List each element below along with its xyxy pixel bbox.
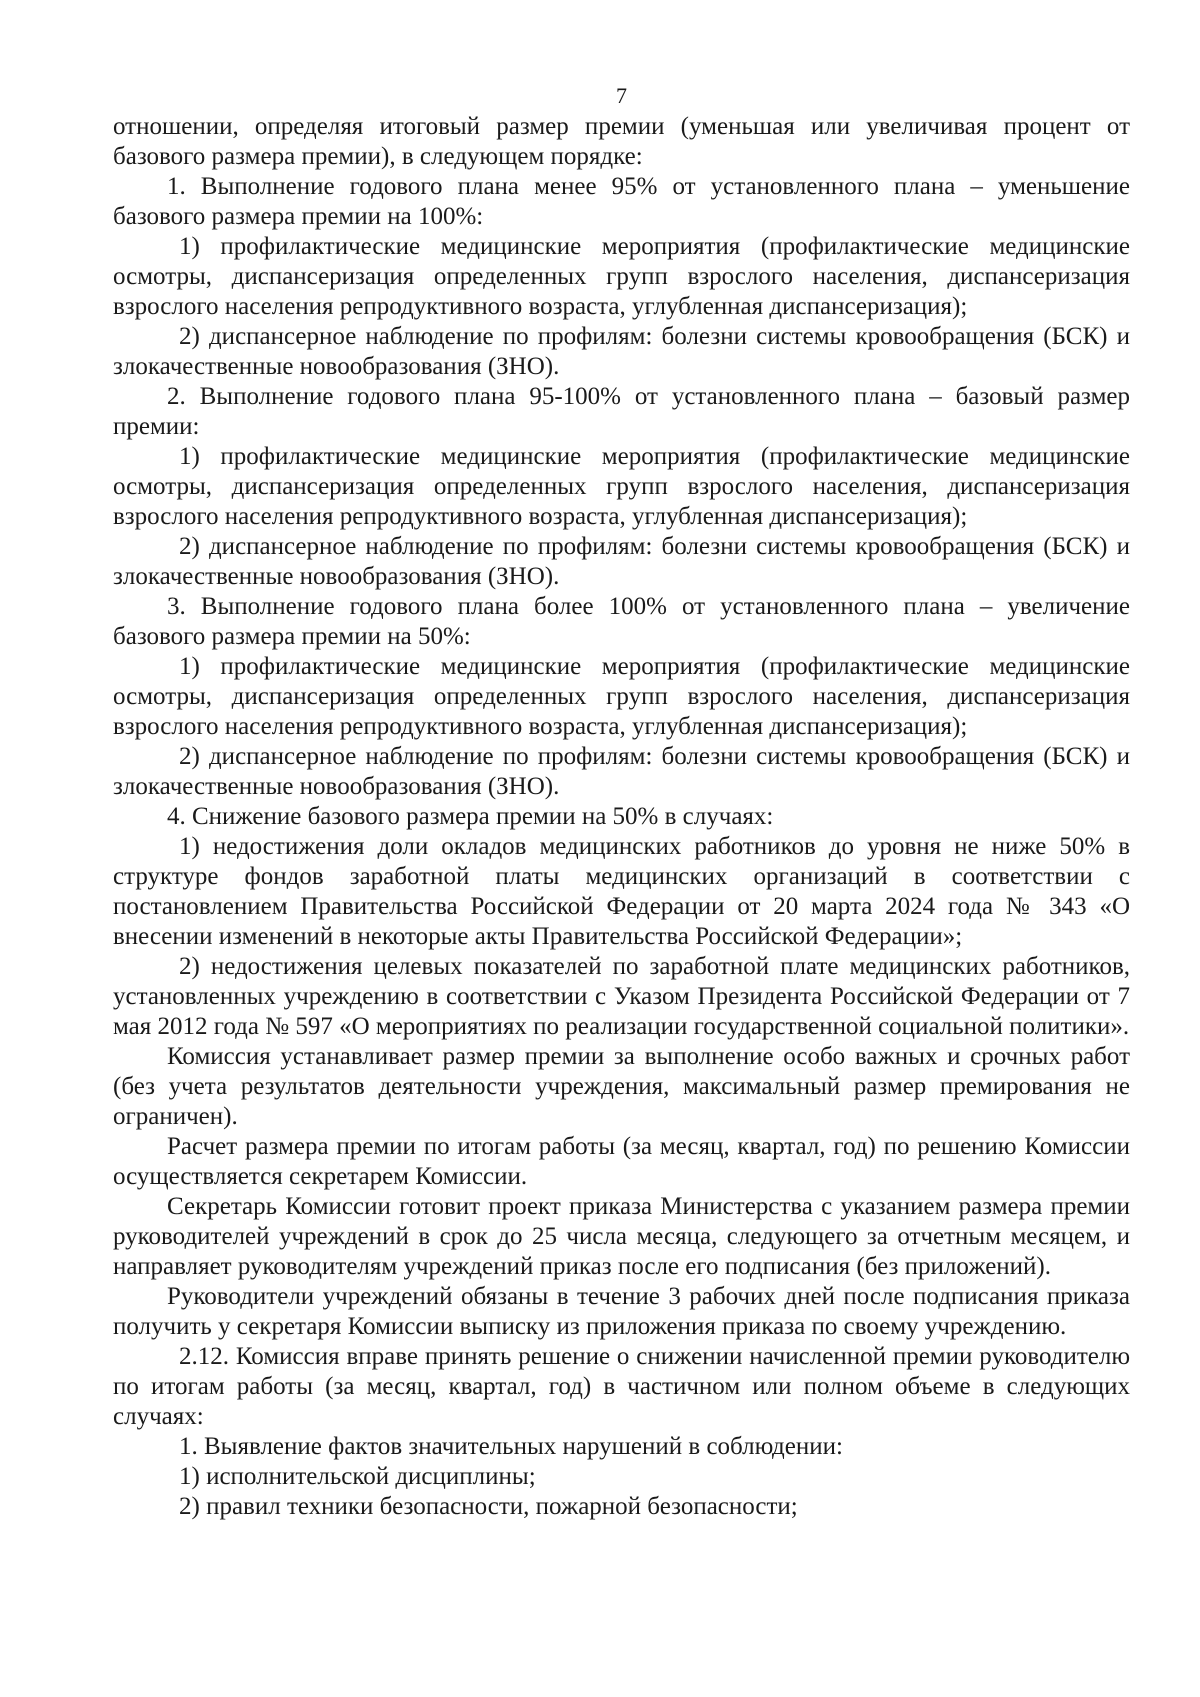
paragraph: Комиссия устанавливает размер премии за выполнение особо важных и срочных работ (без учета результатов деятельности учреждения, максимальный размер премирования не ограничен). bbox=[113, 1043, 1130, 1130]
paragraph: 1) профилактические медицинские мероприятия (профилактические медицинские осмотры, диспансеризация определенных групп взрослого населения, диспансеризация взрослого населения репродуктивного возраста, углубленная диспансеризация); bbox=[113, 653, 1130, 740]
paragraph: 4. Снижение базового размера премии на 50% в случаях: bbox=[167, 803, 774, 830]
paragraph: Секретарь Комиссии готовит проект приказа Министерства с указанием размера премии руководителей учреждений в срок до 25 числа месяца, следующего за отчетным месяцем, и направляет руководителям учреждений приказ после его подписания (без приложений). bbox=[113, 1193, 1130, 1280]
document-page bbox=[113, 84, 1130, 1522]
paragraph: 1. Выполнение годового плана менее 95% от установленного плана – уменьшение базового размера премии на 100%: bbox=[113, 173, 1130, 230]
paragraph: Руководители учреждений обязаны в течение 3 рабочих дней после подписания приказа получить у секретаря Комиссии выписку из приложения приказа по своему учреждению. bbox=[113, 1283, 1130, 1340]
paragraph: 2) недостижения целевых показателей по заработной плате медицинских работников, установленных учреждению в соответствии с Указом Президента Российской Федерации от 7 мая 2012 года № 597 «О мероприятиях по реализации государственной социальной политики». bbox=[113, 953, 1130, 1040]
paragraph: 1) профилактические медицинские мероприятия (профилактические медицинские осмотры, диспансеризация определенных групп взрослого населения, диспансеризация взрослого населения репродуктивного возраста, углубленная диспансеризация); bbox=[113, 233, 1130, 320]
paragraph: Расчет размера премии по итогам работы (за месяц, квартал, год) по решению Комиссии осуществляется секретарем Комиссии. bbox=[113, 1133, 1130, 1190]
paragraph: 2) диспансерное наблюдение по профилям: болезни системы кровообращения (БСК) и злокачественные новообразования (ЗНО). bbox=[113, 323, 1130, 380]
paragraph: 2) правил техники безопасности, пожарной безопасности; bbox=[179, 1493, 798, 1520]
paragraph: 2. Выполнение годового плана 95-100% от установленного плана – базовый размер премии: bbox=[113, 383, 1130, 440]
paragraph: 1. Выявление фактов значительных нарушений в соблюдении: bbox=[179, 1433, 843, 1460]
paragraph: 1) профилактические медицинские мероприятия (профилактические медицинские осмотры, диспансеризация определенных групп взрослого населения, диспансеризация взрослого населения репродуктивного возраста, углубленная диспансеризация); bbox=[113, 443, 1130, 530]
page-number: 7 bbox=[616, 83, 627, 108]
paragraph: 1) недостижения доли окладов медицинских работников до уровня не ниже 50% в структуре фондов заработной платы медицинских организаций в соответствии с постановлением Правительства Российской Федерации от 20 марта 2024 года № 343 «О внесении изменений в некоторые акты Правительства Российской Федерации»; bbox=[113, 833, 1130, 950]
paragraph: 2) диспансерное наблюдение по профилям: болезни системы кровообращения (БСК) и злокачественные новообразования (ЗНО). bbox=[113, 533, 1130, 590]
paragraph: 1) исполнительской дисциплины; bbox=[179, 1463, 536, 1490]
paragraph: 3. Выполнение годового плана более 100% от установленного плана – увеличение базового размера премии на 50%: bbox=[113, 593, 1130, 650]
paragraph: 2) диспансерное наблюдение по профилям: болезни системы кровообращения (БСК) и злокачественные новообразования (ЗНО). bbox=[113, 743, 1130, 800]
paragraph: 2.12. Комиссия вправе принять решение о снижении начисленной премии руководителю по итогам работы (за месяц, квартал, год) в частичном или полном объеме в следующих случаях: bbox=[113, 1343, 1130, 1430]
paragraph: отношении, определяя итоговый размер премии (уменьшая или увеличивая процент от базового размера премии), в следующем порядке: bbox=[113, 113, 1130, 170]
